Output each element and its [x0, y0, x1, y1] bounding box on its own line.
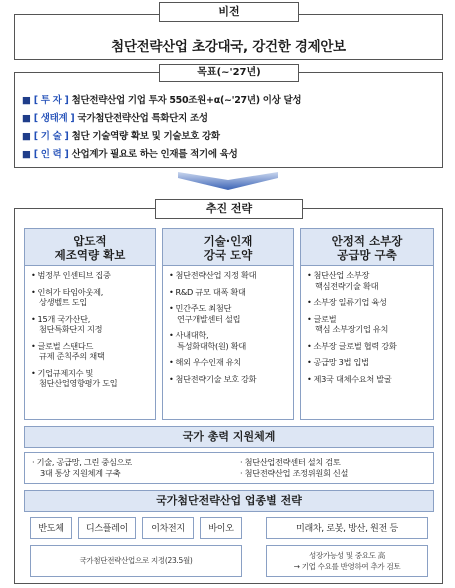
pillar-item: • 해외 우수인재 유치 — [169, 357, 289, 368]
goal-item — [22, 146, 238, 160]
pillar-supply-chain — [300, 228, 434, 420]
note-additional-review — [266, 545, 428, 577]
pillar-header — [163, 229, 293, 266]
pillar-item: • 범정부 인센티브 집중 — [31, 270, 151, 281]
pillar-title-line1: 안정적 소부장 — [331, 234, 403, 248]
pillar-item: • R&D 규모 대폭 확대 — [169, 287, 289, 298]
bullet-square-icon: ■ — [22, 131, 31, 142]
goals-title: 목표(~'27년) — [159, 64, 299, 82]
support-left-line2: 3대 통상 지원체계 구축 — [40, 468, 121, 478]
note-line: 성장가능성 및 중요도 高 — [309, 551, 385, 560]
pillar-item: • 글로벌 스탠다드 규제 준칙주의 채택 — [31, 341, 151, 362]
goal-tag: [ 생태계 ] — [33, 113, 75, 124]
vision-text: 첨단전략산업 초강대국, 강건한 경제안보 — [111, 39, 346, 55]
pillar-item: • 인허가 타임아웃제, 상생벨트 도입 — [31, 287, 151, 308]
goal-text: 국가첨단전략산업 특화단지 조성 — [77, 113, 208, 124]
goal-tag: [ 기 술 ] — [33, 131, 69, 142]
pillar-item: • 첨단전략기술 보호 강화 — [169, 374, 289, 385]
goal-item — [22, 110, 208, 124]
bullet-square-icon: ■ — [22, 95, 31, 106]
pillar-item: • 글로벌 핵심 소부장기업 유치 — [307, 314, 429, 335]
support-left-line1: · 기술, 공급망, 그린 중심으로 — [32, 457, 132, 467]
pillar-header — [25, 229, 155, 266]
note-line: → 기업 수요를 반영하여 추가 검토 — [293, 562, 401, 571]
down-arrow-icon — [178, 172, 278, 190]
bullet-square-icon: ■ — [22, 113, 31, 124]
vision-title: 비전 — [159, 2, 299, 22]
goal-item — [22, 128, 220, 142]
pillar-title-line2: 강국 도약 — [203, 248, 253, 262]
pillar-title-line2: 공급망 구축 — [337, 248, 397, 262]
pillar-title-line2: 제조역량 확보 — [54, 248, 126, 262]
bullet-square-icon: ■ — [22, 149, 31, 160]
goal-tag: [ 인 력 ] — [33, 149, 69, 160]
industry-others: 미래차, 로봇, 방산, 원전 등 — [266, 517, 428, 539]
note-designated: 국가첨단전략산업으로 지정(23.5월) — [30, 545, 242, 577]
goal-item — [22, 92, 301, 106]
pillar-title-line1: 압도적 — [73, 234, 107, 248]
strategy-title: 추진 전략 — [155, 199, 303, 219]
pillar-header — [301, 229, 433, 266]
pillar-item: • 소부장 글로벌 협력 강화 — [307, 341, 429, 352]
industry-battery: 이차전지 — [142, 517, 194, 539]
industry-bio: 바이오 — [200, 517, 242, 539]
industry-semiconductor: 반도체 — [30, 517, 72, 539]
pillar-item: • 첨단전략산업 지정 확대 — [169, 270, 289, 281]
goal-text: 산업계가 필요로 하는 인재를 적기에 육성 — [71, 149, 238, 160]
goal-tag: [ 투 자 ] — [33, 95, 69, 106]
pillar-item: • 제3국 대체수요처 발굴 — [307, 374, 429, 385]
pillar-title-line1: 기술·인재 — [203, 234, 253, 248]
pillar-tech-talent — [162, 228, 294, 420]
goal-text: 첨단전략산업 기업 투자 550조원+α(~'27년) 이상 달성 — [71, 95, 302, 106]
support-right-line1: · 첨단산업전략센터 설치 검토 — [240, 457, 341, 467]
pillar-item: • 기업규제지수 및 첨단산업영향평가 도입 — [31, 368, 151, 389]
support-system-title: 국가 총력 지원체계 — [24, 426, 434, 448]
pillar-item: • 사내대학, 특성화대학(원) 확대 — [169, 330, 289, 351]
goal-text: 첨단 기술역량 확보 및 기술보호 강화 — [71, 131, 220, 142]
pillar-item: • 첨단산업 소부장 핵심전략기술 확대 — [307, 270, 429, 291]
pillar-item: • 민간주도 최첨단 연구개발센터 설립 — [169, 303, 289, 324]
support-right-line2: · 첨단전략산업 조정위원회 신설 — [240, 468, 349, 478]
pillar-item: • 15개 국가산단, 첨단특화단지 지정 — [31, 314, 151, 335]
pillar-item: • 소부장 일류기업 육성 — [307, 297, 429, 308]
pillar-item: • 공급망 3법 입법 — [307, 357, 429, 368]
industry-strategy-title: 국가첨단전략산업 업종별 전략 — [24, 490, 434, 512]
pillar-manufacturing — [24, 228, 156, 420]
industry-display: 디스플레이 — [78, 517, 136, 539]
